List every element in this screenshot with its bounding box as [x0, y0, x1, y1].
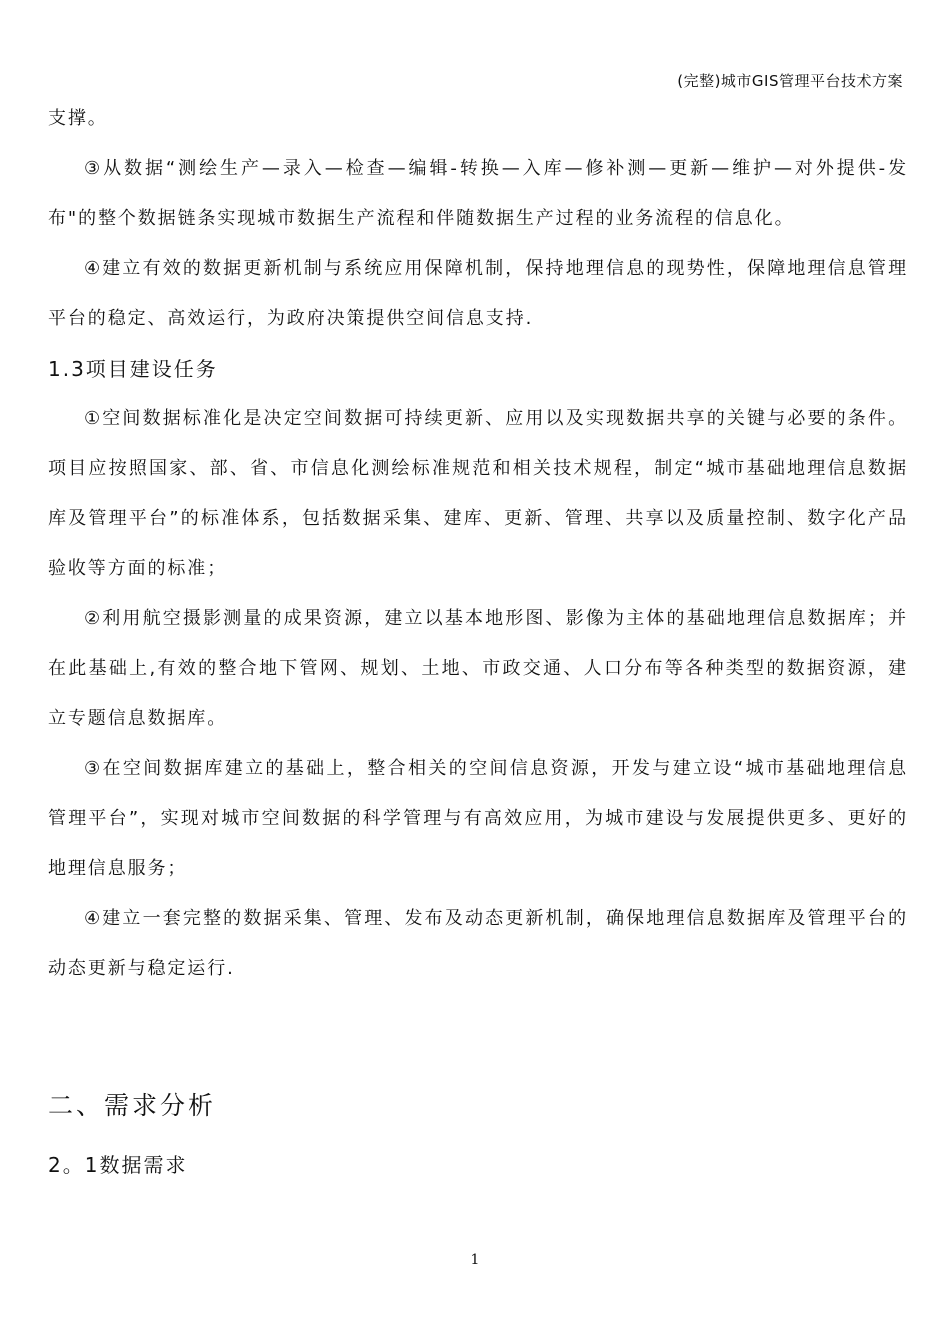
paragraph-task-3-platform: ③在空间数据库建立的基础上，整合相关的空间信息资源，开发与建立设“城市基础地理信息管理平台”，实现对城市空间数据的科学管理与有高效应用，为城市建设与发展提供更多、更好的地理信息服务； [48, 758, 908, 879]
running-header: (完整)城市GIS管理平台技术方案 [677, 72, 903, 90]
section-heading-1-3: 1.3项目建设任务 [48, 357, 218, 381]
page-number: 1 [470, 1252, 480, 1268]
section-heading-2-1: 2。1数据需求 [48, 1153, 188, 1177]
paragraph-continuation: 支撑。 [48, 108, 108, 129]
paragraph-task-4-mechanism: ④建立一套完整的数据采集、管理、发布及动态更新机制，确保地理信息数据库及管理平台的动态更新与稳定运行. [48, 908, 908, 979]
paragraph-item-3-data-chain: ③从数据“测绘生产—录入—检查—编辑-转换—入库—修补测—更新—维护—对外提供-发布"的整个数据链条实现城市数据生产流程和伴随数据生产过程的业务流程的信息化。 [48, 158, 908, 229]
paragraph-task-2-database: ②利用航空摄影测量的成果资源，建立以基本地形图、影像为主体的基础地理信息数据库；并在此基础上,有效的整合地下管网、规划、土地、市政交通、人口分布等各种类型的数据资源，建立专题信息数据库。 [48, 608, 908, 729]
paragraph-task-1-standardization: ①空间数据标准化是决定空间数据可持续更新、应用以及实现数据共享的关键与必要的条件。项目应按照国家、部、省、市信息化测绘标准规范和相关技术规程，制定“城市基础地理信息数据库及管理平台”的标准体系，包括数据采集、建库、更新、管理、共享以及质量控制、数字化产品验收等方面的标准； [48, 408, 908, 579]
paragraph-item-4-update-mechanism: ④建立有效的数据更新机制与系统应用保障机制，保持地理信息的现势性，保障地理信息管理平台的稳定、高效运行，为政府决策提供空间信息支持. [48, 258, 908, 329]
chapter-heading-2: 二、需求分析 [48, 1091, 217, 1120]
document-body [48, 94, 908, 1192]
